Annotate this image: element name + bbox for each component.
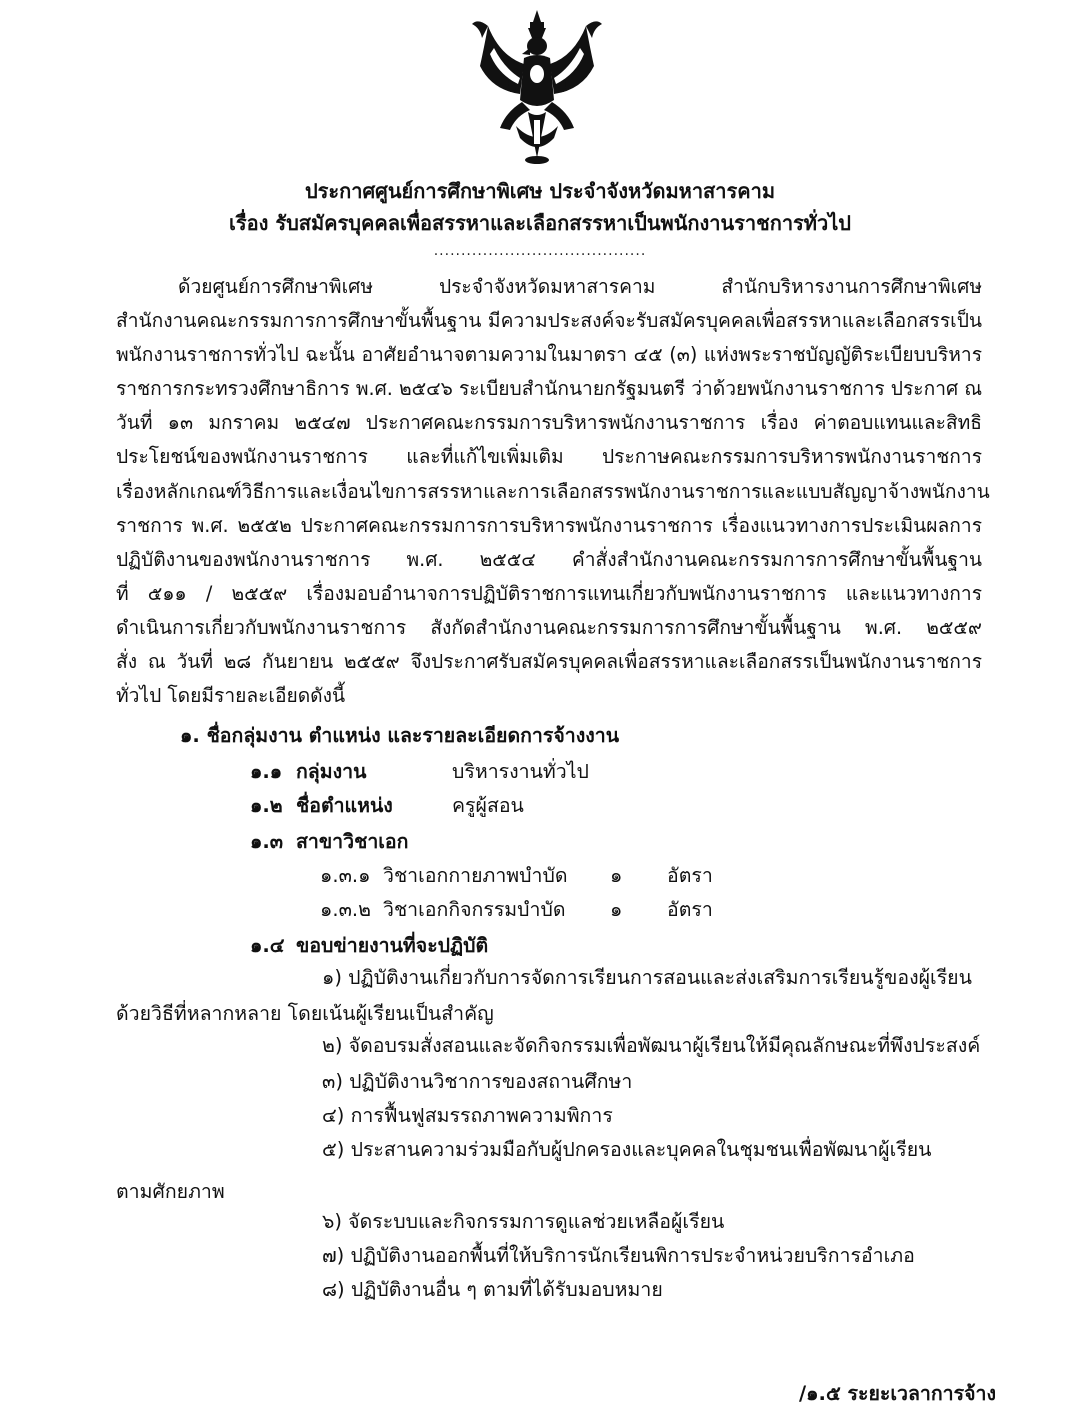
section-1-heading: ๑. ชื่อกลุ่มงาน ตำแหน่ง และรายละเอียดการจ้างงาน	[180, 724, 620, 747]
intro-line: ทั่วไป โดยมีรายละเอียดดังนี้	[116, 684, 346, 708]
intro-line: เรื่องหลักเกณฑ์วิธีการและเงื่อนไขการสรรหาและการเลือกสรรพนักงานราชการและแบบสัญญาจ้างพนักงาน	[116, 479, 990, 503]
major-name: วิชาเอกกิจกรรมบำบัด	[383, 898, 566, 921]
section-1-1-value: บริหารงานทั่วไป	[452, 760, 589, 783]
duty-item: ๖) จัดระบบและกิจกรรมการดูแลช่วยเหลือผู้เรียน	[322, 1210, 725, 1233]
intro-line: สั่ง ณ วันที่ ๒๘ กันยายน ๒๕๕๙ จึงประกาศรับสมัครบุคคลเพื่อสรรหาและเลือกสรรเป็นพนักงานราชการ	[116, 650, 982, 674]
intro-line: ราชการ พ.ศ. ๒๕๕๒ ประกาศคณะกรรมการการบริหารพนักงานราชการ เรื่องแนวทางการประเมินผลการ	[116, 513, 982, 537]
major-count: ๑	[610, 864, 623, 887]
intro-line: ราชการกระทรวงศึกษาธิการ พ.ศ. ๒๕๔๖ ระเบียบสำนักนายกรัฐมนตรี ว่าด้วยพนักงานราชการ ประกาศ ณ	[116, 377, 983, 401]
intro-line: วันที่ ๑๓ มกราคม ๒๕๔๗ ประกาศคณะกรรมการบริหารพนักงานราชการ เรื่อง ค่าตอบแทนและสิทธิ	[116, 411, 982, 435]
section-1-3-number: ๑.๓	[250, 830, 284, 853]
duty-item: ๔) การฟื้นฟูสมรรถภาพความพิการ	[322, 1104, 613, 1127]
major-unit: อัตรา	[667, 864, 713, 887]
garuda-emblem-icon	[470, 8, 604, 166]
duty-item: ๕) ประสานความร่วมมือกับผู้ปกครองและบุคคลในชุมชนเพื่อพัฒนาผู้เรียน	[322, 1138, 932, 1161]
intro-line: ดำเนินการเกี่ยวกับพนักงานราชการ สังกัดสำนักงานคณะกรรมการการศึกษาขั้นพื้นฐาน พ.ศ. ๒๕๕๙	[116, 615, 982, 639]
section-1-1-label: กลุ่มงาน	[296, 760, 367, 783]
intro-line: ที่ ๕๑๑ / ๒๕๕๙ เรื่องมอบอำนาจการปฏิบัติราชการแทนเกี่ยวกับพนักงานราชการ และแนวทางการ	[116, 581, 982, 605]
duty-item: ๗) ปฏิบัติงานออกพื้นที่ให้บริการนักเรียนพิการประจำหน่วยบริการอำเภอ	[322, 1244, 915, 1267]
major-name: วิชาเอกกายภาพบำบัด	[383, 864, 568, 887]
major-number: ๑.๓.๑	[320, 864, 371, 887]
section-1-1-number: ๑.๑	[250, 760, 283, 783]
major-unit: อัตรา	[667, 898, 713, 921]
major-number: ๑.๓.๒	[320, 898, 371, 921]
intro-line: ประโยชน์ของพนักงานราชการ และที่แก้ไขเพิ่มเติม ประกาษคณะกรรมการบริหารพนักงานราชการ	[116, 445, 982, 469]
intro-line: ด้วยศูนย์การศึกษาพิเศษ ประจำจังหวัดมหาสารคาม สำนักบริหารงานการศึกษาพิเศษ	[178, 275, 982, 298]
duty-item: ๓) ปฏิบัติงานวิชาการของสถานศึกษา	[322, 1070, 633, 1093]
intro-line: สำนักงานคณะกรรมการการศึกษาขั้นพื้นฐาน มีความประสงค์จะรับสมัครบุคคลเพื่อสรรหาและเลือกสรรเป็น	[116, 309, 982, 333]
section-1-3-label: สาขาวิชาเอก	[296, 830, 409, 853]
duty-item: ๘) ปฏิบัติงานอื่น ๆ ตามที่ได้รับมอบหมาย	[322, 1278, 663, 1301]
title-separator: .......................................	[433, 243, 647, 259]
duty-continuation: ด้วยวิธีที่หลากหลาย โดยเน้นผู้เรียนเป็นสำคัญ	[116, 1002, 494, 1025]
section-1-2-number: ๑.๒	[250, 794, 283, 817]
intro-paragraph	[116, 270, 990, 713]
section-1-2-label: ชื่อตำแหน่ง	[296, 794, 393, 817]
announcement-title: ประกาศศูนย์การศึกษาพิเศษ ประจำจังหวัดมหาสารคาม	[304, 179, 776, 203]
intro-line: ปฏิบัติงานของพนักงานราชการ พ.ศ. ๒๕๕๔ คำสั่งสำนักงานคณะกรรมการการศึกษาขั้นพื้นฐาน	[116, 547, 982, 571]
duty-continuation: ตามศักยภาพ	[116, 1180, 225, 1203]
next-page-marker: /๑.๕ ระยะเวลาการจ้าง	[799, 1382, 996, 1405]
section-1-2-value: ครูผู้สอน	[452, 794, 524, 817]
major-count: ๑	[610, 898, 623, 921]
duty-item: ๑) ปฏิบัติงานเกี่ยวกับการจัดการเรียนการสอนและส่งเสริมการเรียนรู้ของผู้เรียน	[322, 966, 972, 989]
announcement-subject: เรื่อง รับสมัครบุคคลเพื่อสรรหาและเลือกสรรหาเป็นพนักงานราชการทั่วไป	[229, 211, 851, 235]
duty-item: ๒) จัดอบรมสั่งสอนและจัดกิจกรรมเพื่อพัฒนาผู้เรียนให้มีคุณลักษณะที่พึงประสงค์	[322, 1034, 981, 1057]
section-1-4-label: ขอบข่ายงานที่จะปฏิบัติ	[296, 934, 489, 957]
intro-line: พนักงานราชการทั่วไป ฉะนั้น อาศัยอำนาจตามความในมาตรา ๔๕ (๓) แห่งพระราชบัญญัติระเบียบบริหาร	[116, 343, 982, 367]
section-1-4-number: ๑.๔	[250, 934, 285, 957]
